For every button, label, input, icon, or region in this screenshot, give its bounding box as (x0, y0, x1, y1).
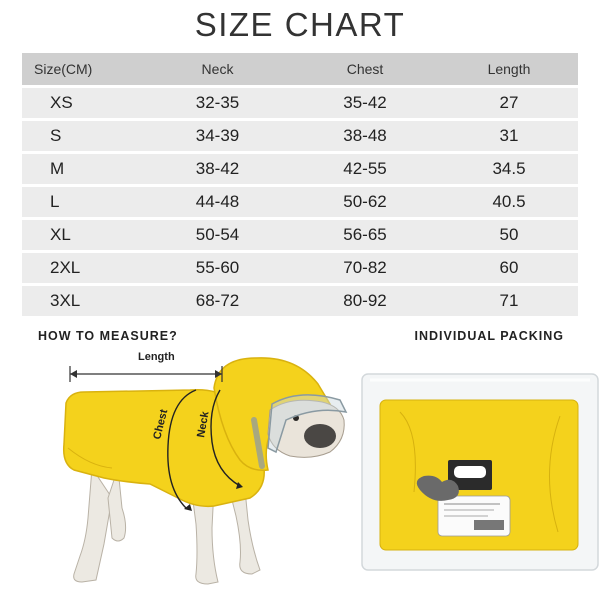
dog-raincoat-image (0, 348, 360, 600)
neck-cell: 44-48 (145, 187, 290, 217)
size-cell: XS (22, 88, 145, 118)
how-to-measure-heading: HOW TO MEASURE? (38, 329, 178, 343)
neck-cell: 68-72 (145, 286, 290, 316)
size-cell: XL (22, 220, 145, 250)
header-size: Size(CM) (22, 53, 145, 85)
table-row (22, 187, 578, 217)
length-cell: 40.5 (440, 187, 578, 217)
chest-cell: 50-62 (290, 187, 440, 217)
length-cell: 31 (440, 121, 578, 151)
table-row (22, 220, 578, 250)
neck-cell: 38-42 (145, 154, 290, 184)
length-cell: 34.5 (440, 154, 578, 184)
size-cell: M (22, 154, 145, 184)
table-row (22, 88, 578, 118)
length-label: Length (138, 351, 175, 363)
size-cell: 3XL (22, 286, 145, 316)
neck-cell: 50-54 (145, 220, 290, 250)
table-row (22, 121, 578, 151)
neck-cell: 55-60 (145, 253, 290, 283)
table-row (22, 154, 578, 184)
chest-cell: 35-42 (290, 88, 440, 118)
chest-cell: 38-48 (290, 121, 440, 151)
chest-cell: 42-55 (290, 154, 440, 184)
page-title: SIZE CHART (194, 6, 406, 43)
neck-cell: 34-39 (145, 121, 290, 151)
neck-cell: 32-35 (145, 88, 290, 118)
size-table (22, 50, 578, 319)
header-neck: Neck (145, 53, 290, 85)
measure-illustration (0, 348, 360, 600)
length-cell: 50 (440, 220, 578, 250)
individual-packing-heading: INDIVIDUAL PACKING (414, 329, 564, 343)
chest-cell: 80-92 (290, 286, 440, 316)
packing-illustration (360, 372, 600, 572)
size-cell: S (22, 121, 145, 151)
packing-bag-image (360, 372, 600, 572)
header-length: Length (440, 53, 578, 85)
neck-label: Neck (195, 410, 212, 439)
size-cell: L (22, 187, 145, 217)
chest-cell: 56-65 (290, 220, 440, 250)
table-row (22, 253, 578, 283)
chest-label: Chest (151, 408, 171, 441)
header-chest: Chest (290, 53, 440, 85)
table-row (22, 286, 578, 316)
length-cell: 27 (440, 88, 578, 118)
length-cell: 60 (440, 253, 578, 283)
table-header-row (22, 53, 578, 85)
length-cell: 71 (440, 286, 578, 316)
chest-cell: 70-82 (290, 253, 440, 283)
size-cell: 2XL (22, 253, 145, 283)
